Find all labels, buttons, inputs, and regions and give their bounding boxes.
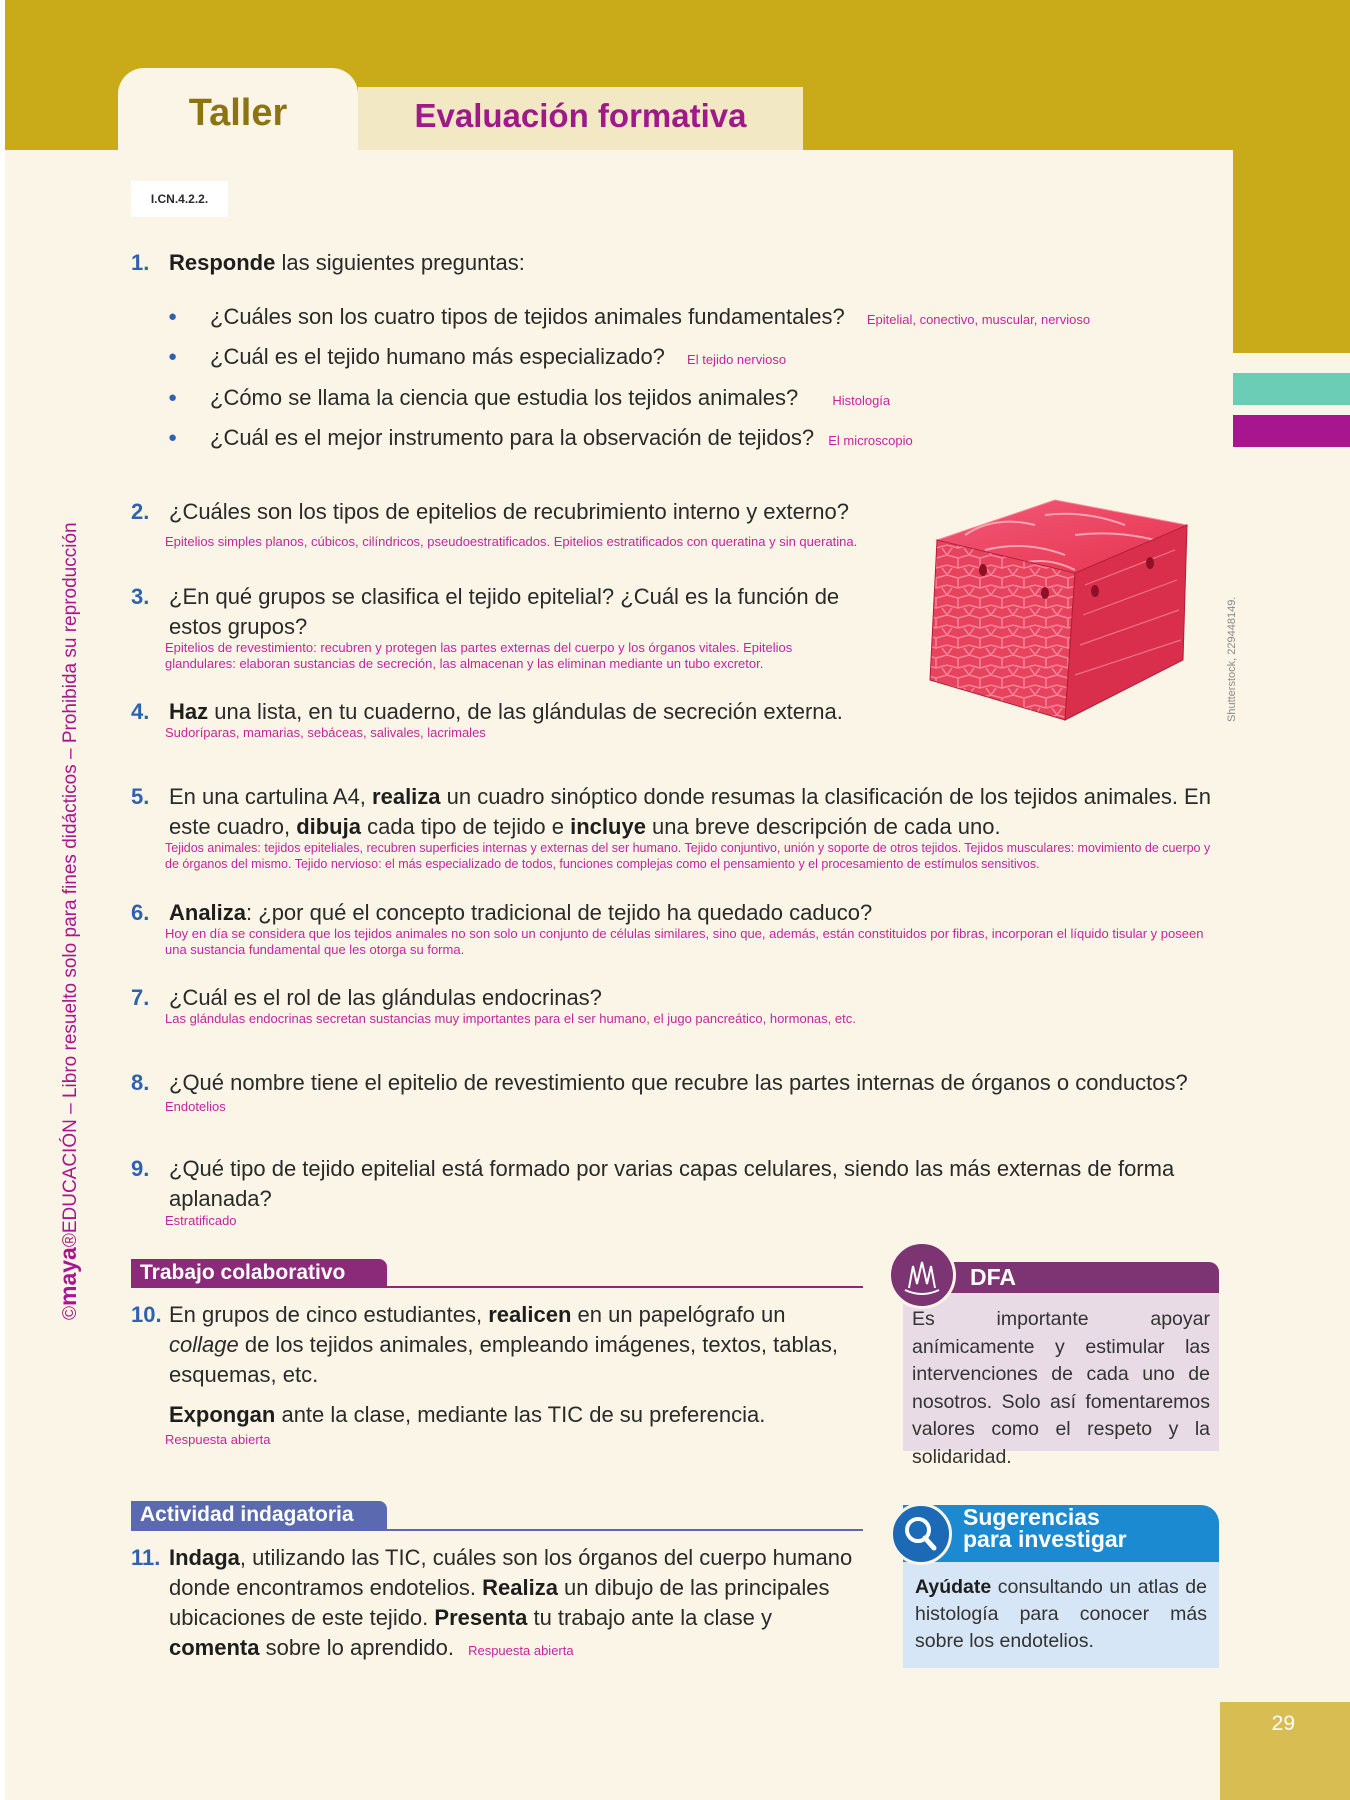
action-verb: Responde	[169, 250, 276, 275]
question-number: 1.	[131, 250, 150, 275]
magnifier-icon	[890, 1503, 952, 1565]
question-text: ¿Cómo se llama la ciencia que estudia los tejidos animales?	[210, 385, 799, 410]
action-verb: dibuja	[296, 814, 361, 839]
question-11	[131, 1543, 871, 1666]
question-number: 8.	[131, 1070, 150, 1095]
action-verb: Indaga	[169, 1545, 240, 1570]
page-title: Evaluación formativa	[414, 97, 747, 134]
question-text: las siguientes preguntas:	[275, 250, 525, 275]
suggestions-text	[915, 1574, 1207, 1655]
question-text: ¿Qué tipo de tejido epitelial está formado por varias capas celulares, siendo las más externas de forma aplanada?	[169, 1156, 1175, 1211]
question-8	[131, 1068, 1231, 1098]
question-10	[131, 1300, 871, 1430]
question-number: 3.	[131, 584, 150, 609]
question-text: de los tejidos animales, empleando imágenes, textos, tablas, esquemas, etc.	[169, 1332, 838, 1387]
action-verb: Haz	[169, 699, 209, 724]
answer: Endotelios	[165, 1099, 226, 1114]
answer: Epitelios simples planos, cúbicos, cilíndricos, pseudoestratificados. Epitelios estratificados con queratina y sin queratina.	[165, 534, 858, 549]
question-text: ¿Cuál es el mejor instrumento para la observación de tejidos?	[210, 425, 815, 450]
question-text: cada tipo de tejido e	[360, 814, 571, 839]
list-item: ● ¿Cuál es el tejido humano más especializado? El tejido nervioso	[168, 344, 787, 369]
question-text: tu trabajo ante la clase y	[527, 1605, 772, 1630]
question-text: , utilizando las TIC, cuáles son los órganos del cuerpo humano donde encontramos endotelios.	[169, 1545, 853, 1600]
page-number: 29	[1271, 1712, 1295, 1735]
answer: Estratificado	[165, 1213, 237, 1228]
question-text: En una cartulina A4,	[169, 784, 373, 809]
action-verb: Analiza	[169, 900, 247, 925]
action-verb: Expongan	[169, 1402, 276, 1427]
teal-strip	[1233, 373, 1350, 405]
taller-label: Taller	[188, 92, 288, 134]
action-verb: realicen	[488, 1302, 572, 1327]
question-text: ¿En qué grupos se clasifica el tejido epitelial? ¿Cuál es la función de estos grupos?	[169, 584, 840, 639]
italic-term: collage	[169, 1332, 239, 1357]
dfa-icon	[888, 1241, 956, 1309]
vertical-copyright	[55, 420, 82, 1320]
question-text: ¿Cuál es el tejido humano más especializado?	[210, 344, 665, 369]
list-item: ● ¿Cómo se llama la ciencia que estudia los tejidos animales? Histología	[168, 385, 891, 410]
answer: Epitelios de revestimiento: recubren y protegen las partes externas del cuerpo y los órganos vitales. Epitelios glandulares: elaboran sustancias de secreción, las almacenan y las eliminan mediante un tubo excretor.	[165, 640, 793, 671]
question-6	[131, 898, 1131, 928]
question-text: un dibujo de las principales ubicaciones de este tejido.	[169, 1575, 830, 1630]
answer: Las glándulas endocrinas secretan sustancias muy importantes para el ser humano, el jugo pancreático, hormonas, etc.	[165, 1011, 856, 1026]
question-text: una breve descripción de cada uno.	[645, 814, 1001, 839]
question-9	[131, 1154, 1221, 1214]
dfa-title: DFA	[970, 1264, 1016, 1290]
epithelial-tissue-illustration	[925, 495, 1195, 730]
curriculum-code: I.CN.4.2.2.	[131, 181, 228, 217]
question-text: ante la clase, mediante las TIC de su preferencia.	[275, 1402, 766, 1427]
copyright-text: ®EDUCACIÓN – Libro resuelto solo para fines didácticos – Prohibida su reproducción	[60, 522, 81, 1248]
answer: Sudoríparas, mamarias, sebáceas, salivales, lacrimales	[165, 725, 486, 740]
answer: Tejidos animales: tejidos epiteliales, recubren superficies internas y externas del ser humano. Tejido conjuntivo, unión y soporte de otros tejidos. Tejidos musculares: movimiento de cuerpo y de órganos del mismo. Tejido nervioso: el más especializado de todos, funciones complejas como el pensamiento y el procesamiento de estímulos sensitivos.	[165, 841, 1211, 871]
answer: El microscopio	[828, 433, 913, 448]
question-text: En grupos de cinco estudiantes,	[169, 1302, 489, 1327]
answer: El tejido nervioso	[687, 352, 787, 367]
question-5	[131, 782, 1221, 842]
action-verb: realiza	[372, 784, 441, 809]
magenta-strip	[1233, 415, 1350, 447]
answer: Histología	[832, 393, 891, 408]
question-text: ¿Cuál es el rol de las glándulas endocrinas?	[169, 985, 602, 1010]
question-3	[131, 582, 871, 642]
question-number: 6.	[131, 900, 150, 925]
question-number: 2.	[131, 499, 150, 524]
suggestions-title-line: para investigar	[963, 1526, 1127, 1552]
question-number: 5.	[131, 784, 150, 809]
question-text: : ¿por qué el concepto tradicional de tejido ha quedado caduco?	[246, 900, 873, 925]
question-number: 9.	[131, 1156, 150, 1181]
answer: Respuesta abierta	[468, 1643, 574, 1658]
action-verb: Presenta	[434, 1605, 528, 1630]
section-divider	[131, 1529, 863, 1531]
section-heading-collaborative: Trabajo colaborativo	[131, 1259, 387, 1287]
suggestions-title-line: Sugerencias	[963, 1504, 1100, 1530]
answer: Respuesta abierta	[165, 1432, 271, 1447]
right-band	[1233, 0, 1350, 353]
action-verb: Ayúdate	[915, 1576, 992, 1598]
question-text: ¿Cuáles son los cuatro tipos de tejidos animales fundamentales?	[210, 304, 845, 329]
list-item: ● ¿Cuál es el mejor instrumento para la observación de tejidos? El microscopio	[168, 425, 913, 450]
question-7	[131, 983, 1131, 1013]
question-text: una lista, en tu cuaderno, de las glándulas de secreción externa.	[208, 699, 843, 724]
question-number: 7.	[131, 985, 150, 1010]
page-left-edge	[0, 0, 5, 1800]
section-divider	[131, 1286, 863, 1288]
action-verb: comenta	[169, 1635, 260, 1660]
question-text: ¿Qué nombre tiene el epitelio de revestimiento que recubre las partes internas de órganos o conductos?	[169, 1070, 1188, 1095]
brand-logo: maya	[55, 1247, 81, 1306]
question-1	[131, 248, 1191, 278]
question-4	[131, 697, 1031, 727]
question-text: sobre lo aprendido.	[259, 1635, 454, 1660]
image-credit: Shutterstock, 229448149.	[1226, 596, 1238, 722]
suggestions-body: consultando un atlas de histología para conocer más sobre los endotelios.	[915, 1576, 1207, 1652]
section-heading-inquiry: Actividad indagatoria	[131, 1501, 387, 1529]
question-number: 10.	[131, 1302, 162, 1327]
list-item: ● ¿Cuáles son los cuatro tipos de tejidos animales fundamentales? Epitelial, conectivo, muscular, nervioso	[168, 304, 1091, 329]
suggestions-title	[963, 1506, 1127, 1550]
copyright-symbol: ©	[60, 1306, 81, 1320]
question-text: en un papelógrafo un	[571, 1302, 786, 1327]
question-number: 11.	[131, 1545, 161, 1570]
question-2	[131, 497, 871, 527]
answer: Hoy en día se considera que los tejidos animales no son solo un conjunto de células similares, sino que, además, están constituidos por fibras, incorporan el líquido tisular y poseen una sustancia fundamental que les otorga su forma.	[165, 926, 1204, 957]
question-number: 4.	[131, 699, 150, 724]
question-text: un cuadro sinóptico donde resumas la clasificación de los tejidos animales. En este cuadro,	[169, 784, 1211, 839]
action-verb: incluye	[570, 814, 646, 839]
question-text: ¿Cuáles son los tipos de epitelios de recubrimiento interno y externo?	[169, 499, 849, 524]
answer: Epitelial, conectivo, muscular, nervioso	[866, 312, 1091, 327]
dfa-text: Es importante apoyar anímicamente y estimular las intervenciones de cada uno de nosotros. Solo así fomentaremos valores como el respeto y la solidaridad.	[912, 1308, 1210, 1468]
action-verb: Realiza	[482, 1575, 558, 1600]
